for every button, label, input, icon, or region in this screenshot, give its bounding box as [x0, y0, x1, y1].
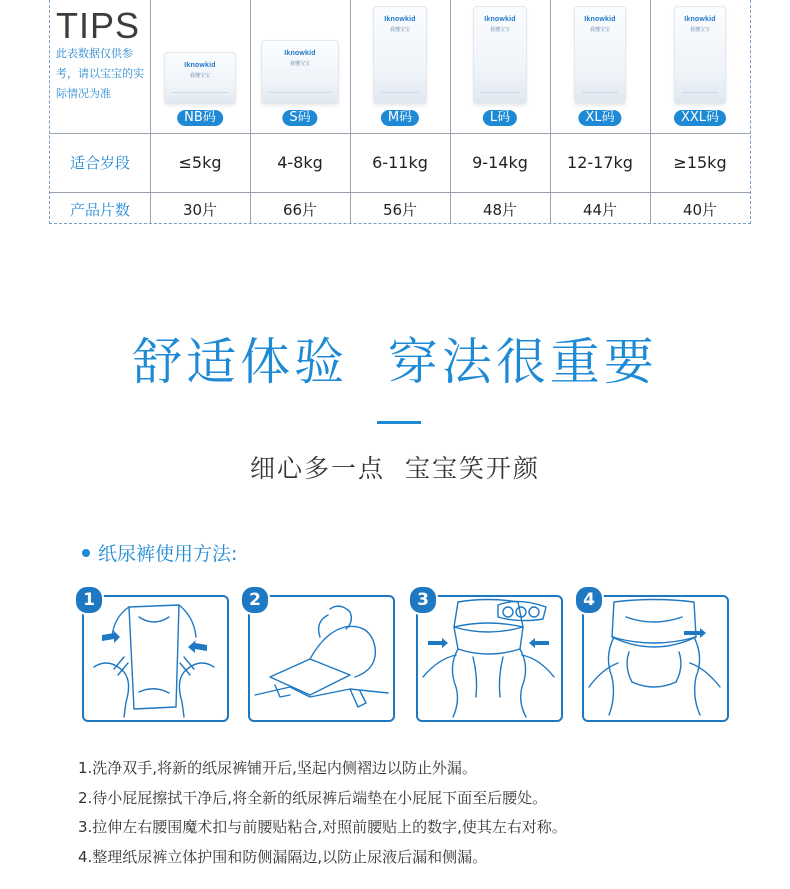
product-l: [450, 0, 550, 133]
pack-logo: Iknowkid: [484, 16, 516, 23]
tips-title: TIPS: [56, 5, 141, 46]
size-badge: XL码: [578, 110, 621, 126]
hands-spreading-diaper-icon: [84, 597, 225, 718]
bullet-dot: [82, 549, 90, 557]
weight-cell: ≤5kg: [178, 153, 222, 172]
weight-cell: 9-14kg: [472, 153, 528, 172]
size-badge: S码: [282, 110, 317, 126]
step-number: 3: [408, 585, 438, 615]
count-cell: 44片: [582, 201, 618, 219]
step-number: 2: [240, 585, 270, 615]
pack-logo: Iknowkid: [384, 16, 416, 23]
adjusting-leg-cuffs-icon: [584, 597, 725, 718]
count-cell: 48片: [482, 201, 518, 219]
pack-logo-sub: 我懂宝宝: [389, 27, 410, 33]
product-xl: [550, 0, 650, 133]
pack-logo-sub: 我懂宝宝: [689, 27, 710, 33]
product-xxl: [650, 0, 750, 133]
instruction-step-1: 1.洗净双手,将新的纸尿裤铺开后,坚起内侧褶边以防止外漏。: [78, 759, 477, 777]
diaper-pack-image: [473, 6, 527, 104]
baby-on-diaper-icon: [250, 597, 391, 718]
pack-logo-sub: 我懂宝宝: [189, 73, 210, 79]
table-divider: [50, 133, 750, 134]
usage-heading-text: 纸尿裤使用方法:: [98, 543, 238, 565]
size-badge: L码: [483, 110, 517, 126]
row-label-weight: 适合岁段: [69, 154, 130, 172]
count-cell: 30片: [182, 201, 218, 219]
weight-cell: ≥15kg: [673, 153, 727, 172]
diaper-pack-image: [674, 6, 726, 104]
row-label-count: 产品片数: [69, 201, 130, 219]
title-underline: [377, 421, 421, 424]
main-title: 舒适体验 穿法很重要: [132, 333, 658, 391]
step-3-illustration: [416, 587, 561, 720]
step-2-illustration: [248, 587, 393, 720]
count-cell: 66片: [282, 201, 318, 219]
weight-cell: 4-8kg: [277, 153, 323, 172]
pack-logo: Iknowkid: [584, 16, 616, 23]
pack-logo: Iknowkid: [284, 50, 316, 57]
product-nb: [150, 0, 250, 133]
size-badge: M码: [381, 110, 419, 126]
diaper-pack-image: [373, 6, 427, 104]
instruction-step-3: 3.拉伸左右腰围魔术扣与前腰贴粘合,对照前腰贴上的数字,使其左右对称。: [78, 818, 567, 836]
size-table: [49, 0, 751, 224]
diaper-pack-image: [574, 6, 626, 104]
instructions-list: [78, 754, 758, 872]
instruction-step-2: 2.待小屁屁擦拭干净后,将全新的纸尿裤后端垫在小屁屁下面至后腰处。: [78, 788, 548, 807]
pack-logo-sub: 我懂宝宝: [589, 27, 610, 33]
size-badge: XXL码: [674, 110, 726, 126]
weight-cell: 6-11kg: [372, 153, 428, 172]
diaper-pack-image: [164, 52, 236, 104]
pack-logo-sub: 我懂宝宝: [489, 27, 510, 33]
usage-heading: [82, 541, 237, 567]
tips-cell: [50, 0, 150, 133]
product-m: [350, 0, 450, 133]
pack-logo-sub: 我懂宝宝: [289, 61, 310, 67]
step-number: 4: [574, 585, 604, 615]
weight-cell: 12-17kg: [567, 153, 633, 172]
tips-note: 此表数据仅供参考，请以宝宝的实际情况为准: [56, 47, 144, 100]
diaper-pack-image: [261, 40, 339, 104]
step-1-illustration: [82, 587, 227, 720]
count-cell: 56片: [382, 201, 418, 219]
pack-logo: Iknowkid: [184, 62, 216, 69]
count-cell: 40片: [682, 201, 718, 219]
sub-title: 细心多一点 宝宝笑开颜: [250, 454, 540, 483]
instruction-step-4: 4.整理纸尿裤立体护围和防侧漏隔边,以防止尿液后漏和侧漏。: [78, 847, 488, 866]
fastening-waist-tabs-icon: [418, 597, 559, 718]
size-badge: NB码: [177, 110, 223, 126]
product-s: [250, 0, 350, 133]
step-number: 1: [74, 585, 104, 615]
pack-logo: Iknowkid: [684, 16, 716, 23]
table-divider: [50, 192, 750, 193]
step-4-illustration: [582, 587, 727, 720]
